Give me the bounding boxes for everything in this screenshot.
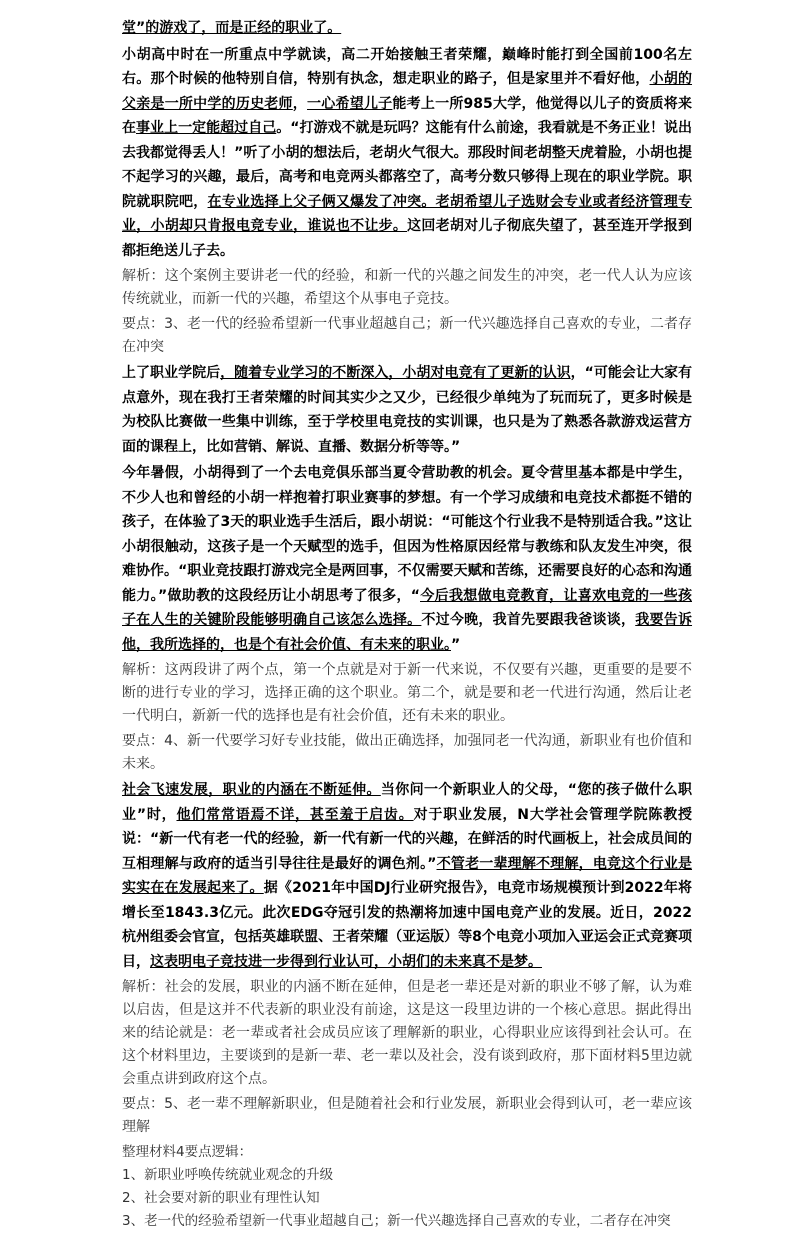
underlined-text: 我要告诉他，我所选择的，也是个有社会价值、有未来的职业。 [122,612,693,653]
text-segment: 小胡高中时在一所重点中学就读，高二开始接触王者荣耀，巅峰时能打到全国前100名左右。那个时候的他特别自信，特别有执念，想走职业的路子，但是家里并不看好他， [122,46,692,87]
analysis-paragraph [122,659,692,728]
material-paragraph [122,778,692,974]
analysis-paragraph [122,730,692,776]
summary-item-2: 2、社会要对新的职业有理性认知 [122,1190,320,1206]
text-segment: 要点：3、老一代的经验希望新一代事业超越自己；新一代兴趣选择自己喜欢的专业，二者存在冲突 [122,316,692,355]
underlined-text: 这表明电子竞技进一步得到行业认可，小胡们的未来真不是梦。 [150,953,542,970]
underlined-text: 堂”的游戏了，而是正经的职业了。 [122,20,342,36]
text-segment: 不过今晚，我首先要跟我爸谈谈， [421,612,636,628]
text-segment: 上了职业学院后 [122,365,221,381]
underlined-text: 社会飞速发展，职业的内涵在不断延伸。 [122,782,381,798]
material-paragraph [122,361,692,459]
text-segment: 解析：社会的发展，职业的内涵不断在延伸，但是老一辈还是对新的职业不够了解，认为难以启齿，但是这并不代表新的职业没有前途，这是这一段里边讲的一个核心意思。据此得出来的结论就是：老一辈或者社会成员应该了理解新的职业，心得职业应该得到社会认可。在这个材料里边，主要谈到的是新一辈、老一辈以及社会，没有谈到政府，那下面材料5里边就会重点讲到政府这个点。 [122,979,692,1087]
underlined-text: 不管老一辈理解不理解，电竞这个行业是实实在在发展起来了。 [122,855,693,896]
analysis-paragraph [122,976,692,1091]
text-segment: 。“打游戏不就是玩吗？这能有什么前途，我看就是不务正业！说出去我都觉得丢人！”听了小胡的想法后，老胡火气很大。那段时间老胡整天虎着脸，小胡也提不起学习的兴趣，最后，高考和电竞两头都落空了，高考分数只够得上现在的职业学院。职院就职院吧， [122,120,693,210]
text-segment: 解析：这两段讲了两个点，第一个点就是对于新一代来说，不仅要有兴趣，更重要的是要不断的进行专业的学习，选择正确的这个职业。第二个，就是要和老一代进行沟通，然后让老一代明白，新新一代的选择也是有社会价值，还有未来的职业。 [122,662,692,724]
summary-section [122,1141,692,1233]
article-body [122,16,692,1139]
analysis-paragraph [122,313,692,359]
summary-item-3: 3、老一代的经验希望新一代事业超越自己；新一代兴趣选择自己喜欢的专业，二者存在冲突 [122,1213,671,1229]
text-segment: 能考上一所985大学，他觉得以儿子的资质将来在 [122,95,693,136]
text-segment: ， [292,95,308,112]
text-segment: ，“可能会让大家有点意外，现在我打王者荣耀的时间其实少之又少，已经很少单纯为了玩而玩了，更多时候是为校队比赛做一些集中训练，至于学校里电竞技的实训课，也只是为了熟悉各款游戏运营方面的课程上，比如营销、解说、直播、数据分析等等。” [122,365,693,455]
material-paragraph [122,461,692,657]
underlined-text: 今后我想做电竞教育，让喜欢电竞的一些孩子在人生的关键阶段能够明确自己该怎么选择。 [122,587,692,628]
underlined-text: 他们常常语焉不详，甚至羞于启齿。 [176,806,414,823]
underlined-text: 一心希望儿子 [307,95,393,112]
text-segment: 解析：这个案例主要讲老一代的经验，和新一代的兴趣之间发生的冲突，老一代人认为应该传统就业，而新一代的兴趣，希望这个从事电子竞技。 [122,268,692,307]
text-segment: 今年暑假，小胡得到了一个去电竞俱乐部当夏令营助教的机会。夏令营里基本都是中学生，不少人也和曾经的小胡一样抱着打职业赛事的梦想。有一个学习成绩和电竞技术都挺不错的孩子，在体验了3天的职业选手生活后，跟小胡说：“可能这个行业我不是特别适合我。”这让小胡很触动，这孩子是一个天赋型的选手，但因为性格原因经常与教练和队友发生冲突，很难协作。“职业竞技跟打游戏完全是两回事，不仅需要天赋和苦练，还需要良好的心态和沟通能力。”做助教的这段经历让小胡思考了很多，“ [122,465,692,604]
text-segment: 这回老胡对儿子彻底失望了，甚至连开学报到都拒绝送儿子去。 [122,218,693,259]
text-segment: 当你问一个新职业人的父母，“您的孩子做什么职业”时， [122,782,692,823]
underlined-text: ，随着专业学习的不断深入，小胡对电竞有了更新的认识 [220,365,571,381]
analysis-paragraph [122,265,692,311]
summary-item-1: 1、新职业呼唤传统就业观念的升级 [122,1167,334,1183]
summary-heading: 整理材料4要点逻辑： [122,1144,253,1160]
underlined-text: 事业上一定能超过自己 [136,120,277,136]
analysis-paragraph [122,1093,692,1139]
material-paragraph [122,16,692,41]
text-segment: 要点：4、新一代要学习好专业技能，做出正确选择，加强同老一代沟通，新职业有也价值和未来。 [122,733,692,772]
text-segment: 要点：5、老一辈不理解新职业，但是随着社会和行业发展，新职业会得到认可，老一辈应该理解 [122,1096,692,1135]
underlined-text: 在专业选择上父子俩又爆发了冲突。老胡希望儿子选财会专业或者经济管理专业，小胡却只肯报电竞专业，谁说也不让步。 [122,193,693,234]
text-segment: ” [451,636,461,653]
text-segment: 对于职业发展，N大学社会管理学院陈教授说：“新一代有老一代的经验，新一代有新一代的兴趣，在鲜活的时代画板上，社会成员间的互相理解与政府的适当引导往往是最好的调色剂。” [122,806,693,872]
text-segment: 据《2021年中国DJ行业研究报告》，电竞市场规模预计到2022年将增长至1843.3亿元。此次EDG夺冠引发的热潮将加速中国电竞产业的发展。近日，2022杭州组委会官宣，包括英雄联盟、王者荣耀（亚运版）等8个电竞小项加入亚运会正式竞赛项目， [122,880,692,970]
material-paragraph [122,43,692,264]
underlined-text: 小胡的父亲是一所中学的历史老师 [122,71,693,112]
